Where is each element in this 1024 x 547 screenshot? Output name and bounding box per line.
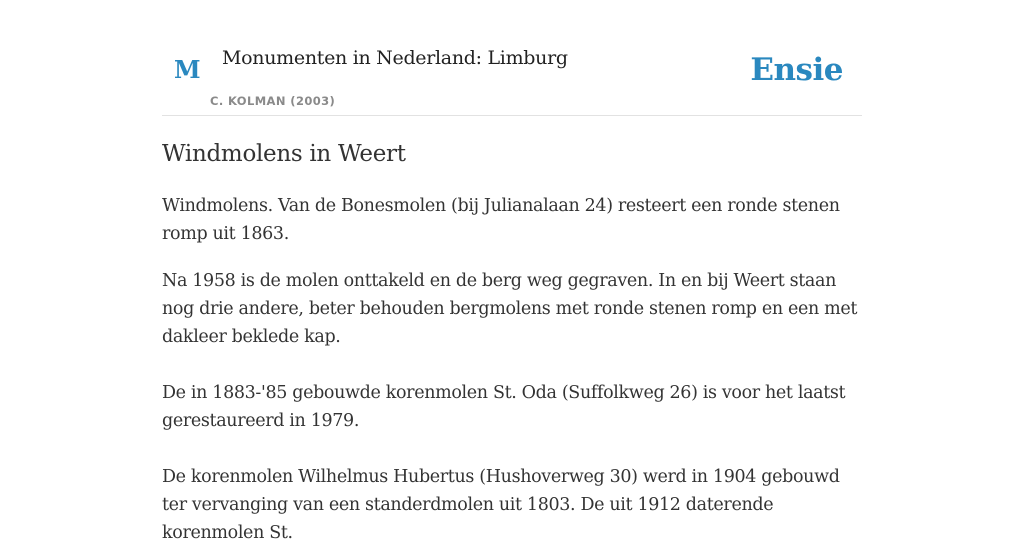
ensie-logo-link[interactable]: Ensie <box>750 52 843 88</box>
article-paragraph: Na 1958 is de molen onttakeld en de berg weg gegraven. In en bij Weert staan nog drie andere, beter behouden bergmolens met ronde stenen romp en een met dakleer beklede kap. <box>162 271 858 347</box>
book-logo[interactable]: M <box>174 55 201 84</box>
book-author: C. KOLMAN (2003) <box>210 94 336 108</box>
article-paragraph: Windmolens. Van de Bonesmolen (bij Julianalaan 24) resteert een ronde stenen romp uit 1863. <box>162 196 840 244</box>
article-paragraph: De korenmolen Wilhelmus Hubertus (Hushoverweg 30) werd in 1904 gebouwd ter vervanging van een standerdmolen uit 1803. De uit 1912 daterende korenmolen St. <box>162 467 840 543</box>
book-title-link[interactable]: Monumenten in Nederland: Limburg <box>222 47 568 69</box>
article-paragraph: De in 1883-'85 gebouwde korenmolen St. Oda (Suffolkweg 26) is voor het laatst gerestaureerd in 1979. <box>162 383 846 431</box>
header <box>162 0 862 116</box>
article-title: Windmolens in Weert <box>162 141 406 167</box>
